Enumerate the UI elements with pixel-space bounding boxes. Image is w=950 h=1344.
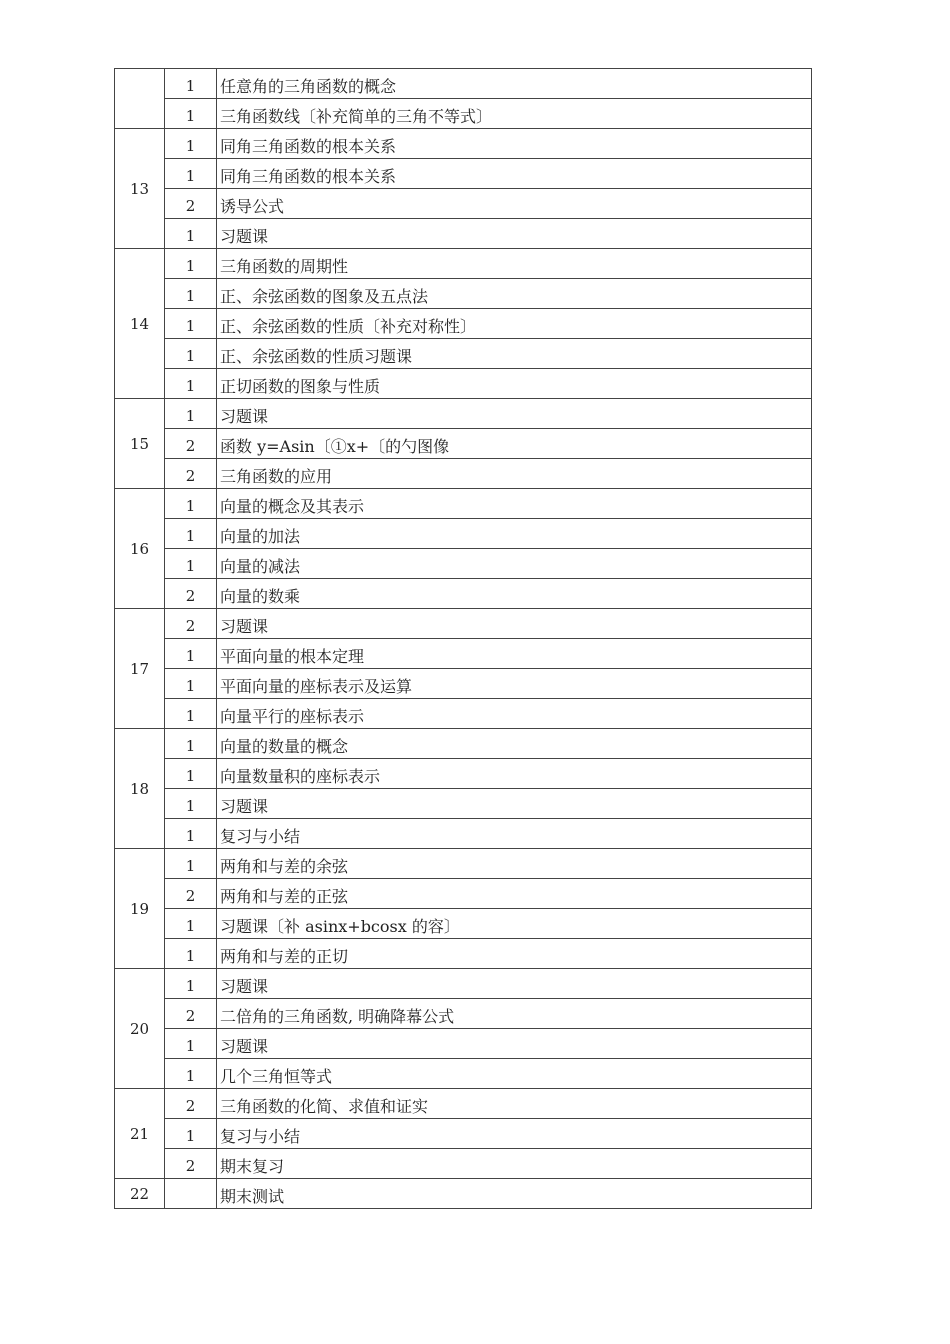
schedule-table [114,68,812,1209]
topic-cell: 习题课〔补 asinx+bcosx 的容〕 [217,909,812,939]
topic-cell: 向量的数量的概念 [217,729,812,759]
topic-cell: 复习与小结 [217,819,812,849]
hours-cell: 1 [165,849,217,879]
schedule-table-body [115,69,812,1209]
table-row [115,849,812,879]
hours-cell: 1 [165,699,217,729]
table-row [115,399,812,429]
topic-cell: 三角函数的化简、求值和证实 [217,1089,812,1119]
topic-cell: 习题课 [217,399,812,429]
table-row [115,1029,812,1059]
hours-cell: 2 [165,459,217,489]
table-row [115,669,812,699]
hours-cell: 1 [165,339,217,369]
table-row [115,129,812,159]
table-row [115,279,812,309]
topic-cell: 诱导公式 [217,189,812,219]
hours-cell: 2 [165,579,217,609]
hours-cell: 2 [165,429,217,459]
topic-cell: 平面向量的根本定理 [217,639,812,669]
week-number-cell [115,69,165,129]
table-row [115,909,812,939]
topic-cell: 两角和与差的余弦 [217,849,812,879]
table-row [115,69,812,99]
hours-cell: 1 [165,639,217,669]
table-row [115,1119,812,1149]
table-row [115,609,812,639]
table-row [115,999,812,1029]
table-row [115,339,812,369]
week-number-cell: 15 [115,399,165,489]
topic-cell: 三角函数的应用 [217,459,812,489]
table-row [115,1179,812,1209]
table-row [115,159,812,189]
table-row [115,729,812,759]
topic-cell: 任意角的三角函数的概念 [217,69,812,99]
hours-cell [165,1179,217,1209]
week-number-cell: 20 [115,969,165,1089]
topic-cell: 习题课 [217,219,812,249]
hours-cell: 1 [165,549,217,579]
table-row [115,309,812,339]
week-number-cell: 16 [115,489,165,609]
hours-cell: 1 [165,369,217,399]
topic-cell: 向量的概念及其表示 [217,489,812,519]
hours-cell: 1 [165,399,217,429]
table-row [115,939,812,969]
topic-cell: 两角和与差的正切 [217,939,812,969]
hours-cell: 1 [165,159,217,189]
topic-cell: 向量数量积的座标表示 [217,759,812,789]
topic-cell: 习题课 [217,609,812,639]
hours-cell: 2 [165,879,217,909]
topic-cell: 几个三角恒等式 [217,1059,812,1089]
hours-cell: 1 [165,219,217,249]
topic-cell: 正、余弦函数的性质〔补充对称性〕 [217,309,812,339]
table-row [115,549,812,579]
week-number-cell: 14 [115,249,165,399]
hours-cell: 1 [165,939,217,969]
table-row [115,519,812,549]
table-row [115,969,812,999]
week-number-cell: 21 [115,1089,165,1179]
hours-cell: 2 [165,1149,217,1179]
topic-cell: 复习与小结 [217,1119,812,1149]
topic-cell: 向量的数乘 [217,579,812,609]
hours-cell: 1 [165,1059,217,1089]
topic-cell: 函数 y=Asin〔①x+〔的勺图像 [217,429,812,459]
hours-cell: 1 [165,729,217,759]
hours-cell: 1 [165,489,217,519]
hours-cell: 1 [165,249,217,279]
hours-cell: 1 [165,279,217,309]
topic-cell: 向量的减法 [217,549,812,579]
table-row [115,459,812,489]
table-row [115,639,812,669]
hours-cell: 1 [165,819,217,849]
topic-cell: 平面向量的座标表示及运算 [217,669,812,699]
hours-cell: 2 [165,999,217,1029]
week-number-cell: 22 [115,1179,165,1209]
topic-cell: 同角三角函数的根本关系 [217,159,812,189]
topic-cell: 期末复习 [217,1149,812,1179]
table-row [115,369,812,399]
hours-cell: 1 [165,969,217,999]
table-row [115,759,812,789]
week-number-cell: 13 [115,129,165,249]
table-row [115,579,812,609]
hours-cell: 1 [165,1029,217,1059]
topic-cell: 习题课 [217,1029,812,1059]
hours-cell: 1 [165,519,217,549]
hours-cell: 2 [165,609,217,639]
topic-cell: 同角三角函数的根本关系 [217,129,812,159]
table-row [115,1089,812,1119]
hours-cell: 1 [165,669,217,699]
hours-cell: 1 [165,99,217,129]
hours-cell: 2 [165,1089,217,1119]
topic-cell: 三角函数线〔补充简单的三角不等式〕 [217,99,812,129]
topic-cell: 三角函数的周期性 [217,249,812,279]
table-row [115,819,812,849]
topic-cell: 期末测试 [217,1179,812,1209]
table-row [115,219,812,249]
hours-cell: 1 [165,759,217,789]
hours-cell: 1 [165,69,217,99]
table-row [115,699,812,729]
table-row [115,189,812,219]
table-row [115,879,812,909]
topic-cell: 向量的加法 [217,519,812,549]
topic-cell: 二倍角的三角函数, 明确降幕公式 [217,999,812,1029]
week-number-cell: 19 [115,849,165,969]
hours-cell: 2 [165,189,217,219]
topic-cell: 正切函数的图象与性质 [217,369,812,399]
table-row [115,99,812,129]
topic-cell: 习题课 [217,969,812,999]
table-row [115,249,812,279]
table-row [115,789,812,819]
topic-cell: 正、余弦函数的图象及五点法 [217,279,812,309]
topic-cell: 习题课 [217,789,812,819]
hours-cell: 1 [165,789,217,819]
hours-cell: 1 [165,309,217,339]
hours-cell: 1 [165,909,217,939]
topic-cell: 两角和与差的正弦 [217,879,812,909]
table-row [115,429,812,459]
week-number-cell: 17 [115,609,165,729]
hours-cell: 1 [165,129,217,159]
hours-cell: 1 [165,1119,217,1149]
topic-cell: 正、余弦函数的性质习题课 [217,339,812,369]
topic-cell: 向量平行的座标表示 [217,699,812,729]
table-row [115,1149,812,1179]
week-number-cell: 18 [115,729,165,849]
table-row [115,489,812,519]
table-row [115,1059,812,1089]
